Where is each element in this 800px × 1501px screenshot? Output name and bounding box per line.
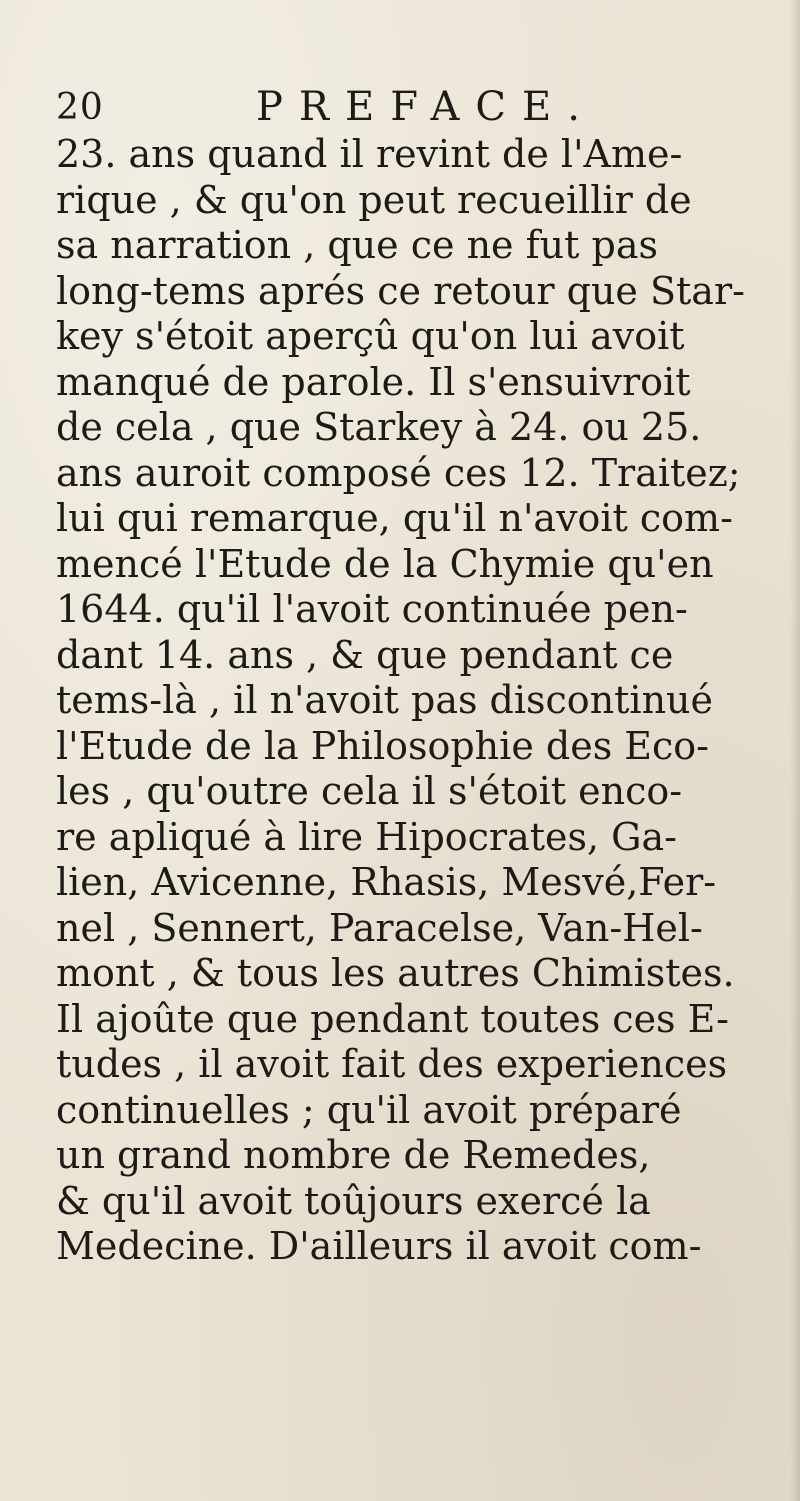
- text-line-5: key s'étoit aperçû qu'on lui avoit: [56, 314, 685, 358]
- text-line-25: Medecine. D'ailleurs il avoit com-: [56, 1224, 702, 1268]
- page-edge-shadow: [790, 0, 800, 1501]
- text-line-2: rique , & qu'on peut recueillir de: [56, 177, 692, 222]
- text-line-13: tems-là , il n'avoit pas discontinué: [56, 678, 714, 722]
- text-line-15: les , qu'outre cela il s'étoit enco-: [56, 769, 683, 813]
- text-line-18: nel , Sennert, Paracelse, Van-Hel-: [56, 905, 703, 950]
- text-line-21: tudes , il avoit fait des experiences: [56, 1042, 728, 1086]
- page-header: [56, 84, 756, 134]
- text-line-4: long-tems aprés ce retour que Star-: [56, 268, 745, 313]
- text-line-17: lien, Avicenne, Rhasis, Mesvé,Fer-: [56, 860, 717, 904]
- text-line-9: lui qui remarque, qu'il n'avoit com-: [56, 496, 733, 540]
- text-line-16: re apliqué à lire Hipocrates, Ga-: [56, 814, 678, 859]
- text-line-10: mencé l'Etude de la Chymie qu'en: [56, 541, 714, 586]
- text-line-8: ans auroit composé ces 12. Traitez;: [56, 450, 741, 495]
- page-number: 20: [56, 87, 104, 128]
- text-line-3: sa narration , que ce ne fut pas: [56, 223, 658, 267]
- text-line-24: & qu'il avoit toûjours exercé la: [56, 1178, 651, 1223]
- text-line-1: 23. ans quand il revint de l'Ame-: [56, 132, 683, 176]
- text-line-12: dant 14. ans , & que pendant ce: [56, 632, 674, 677]
- text-line-19: mont , & tous les autres Chimistes.: [56, 951, 735, 995]
- text-line-23: un grand nombre de Remedes,: [56, 1133, 651, 1177]
- text-line-6: manqué de parole. Il s'ensuivroit: [56, 359, 691, 404]
- text-line-20: Il ajoûte que pendant toutes ces E-: [56, 996, 729, 1041]
- text-line-22: continuelles ; qu'il avoit préparé: [56, 1087, 682, 1132]
- running-title: PREFACE.: [256, 84, 596, 130]
- text-line-14: l'Etude de la Philosophie des Eco-: [56, 723, 710, 768]
- text-line-7: de cela , que Starkey à 24. ou 25.: [56, 405, 702, 449]
- body-text: [56, 132, 776, 1270]
- text-line-11: 1644. qu'il l'avoit continuée pen-: [56, 587, 688, 631]
